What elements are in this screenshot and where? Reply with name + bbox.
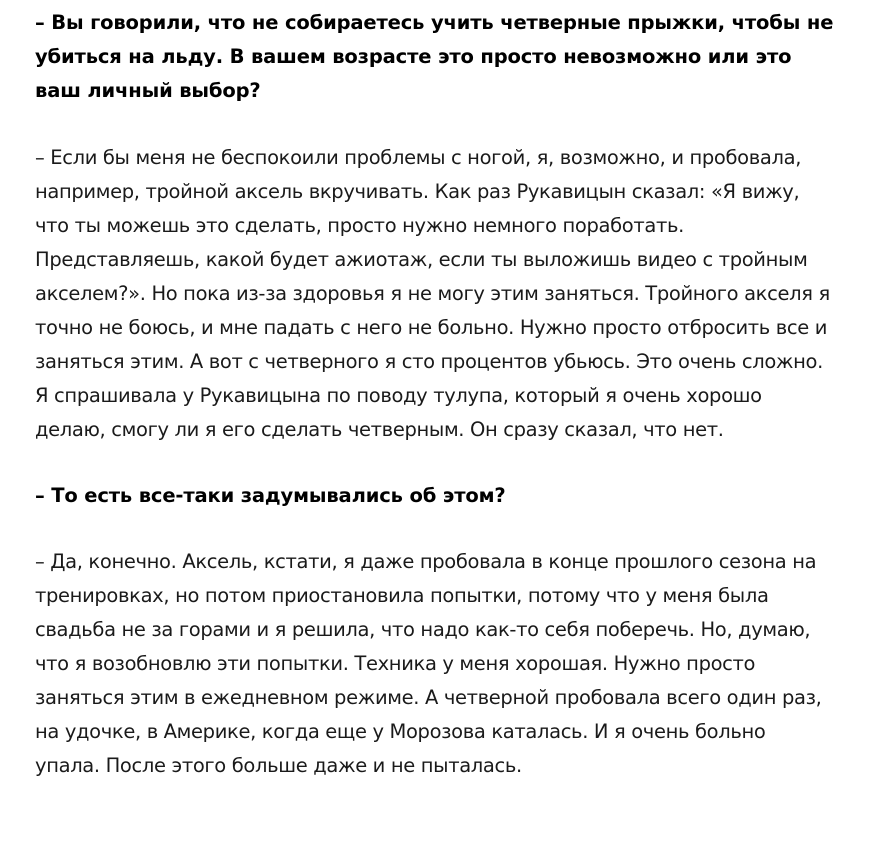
paragraph-spacer bbox=[35, 108, 835, 141]
interview-article bbox=[35, 6, 835, 783]
paragraph-spacer bbox=[35, 447, 835, 479]
interview-answer-2: – Да, конечно. Аксель, кстати, я даже пробовала в конце прошлого сезона на тренировках, но потом приостановила попытки, потому что у меня была свадьба не за горами и я решила, что надо как-то себя поберечь. Но, думаю, что я возобновлю эти попытки. Техника у меня хорошая. Нужно просто заняться этим в ежедневном режиме. А четверной пробовала всего один раз, на удочке, в Америке, когда еще у Морозова каталась. И я очень больно упала. После этого больше даже и не пыталась. bbox=[35, 550, 822, 777]
interview-question-1: – Вы говорили, что не собираетесь учить четверные прыжки, чтобы не убиться на льду. В вашем возрасте это просто невозможно или это ваш личный выбор? bbox=[35, 11, 834, 102]
paragraph-spacer bbox=[35, 513, 835, 545]
interview-question-2: – То есть все-таки задумывались об этом? bbox=[35, 484, 506, 507]
interview-answer-1: – Если бы меня не беспокоили проблемы с ногой, я, возможно, и пробовала, например, тройной аксель вкручивать. Как раз Рукавицын сказал: «Я вижу, что ты можешь это сделать, просто нужно немного поработать. Представляешь, какой будет ажиотаж, если ты выложишь видео с тройным акселем?». Но пока из-за здоровья я не могу этим заняться. Тройного акселя я точно не боюсь, и мне падать с него не больно. Нужно просто отбросить все и заняться этим. А вот с четверного я сто процентов убьюсь. Это очень сложно. Я спрашивала у Рукавицына по поводу тулупа, который я очень хорошо делаю, смогу ли я его сделать четверным. Он сразу сказал, что нет. bbox=[35, 146, 830, 441]
